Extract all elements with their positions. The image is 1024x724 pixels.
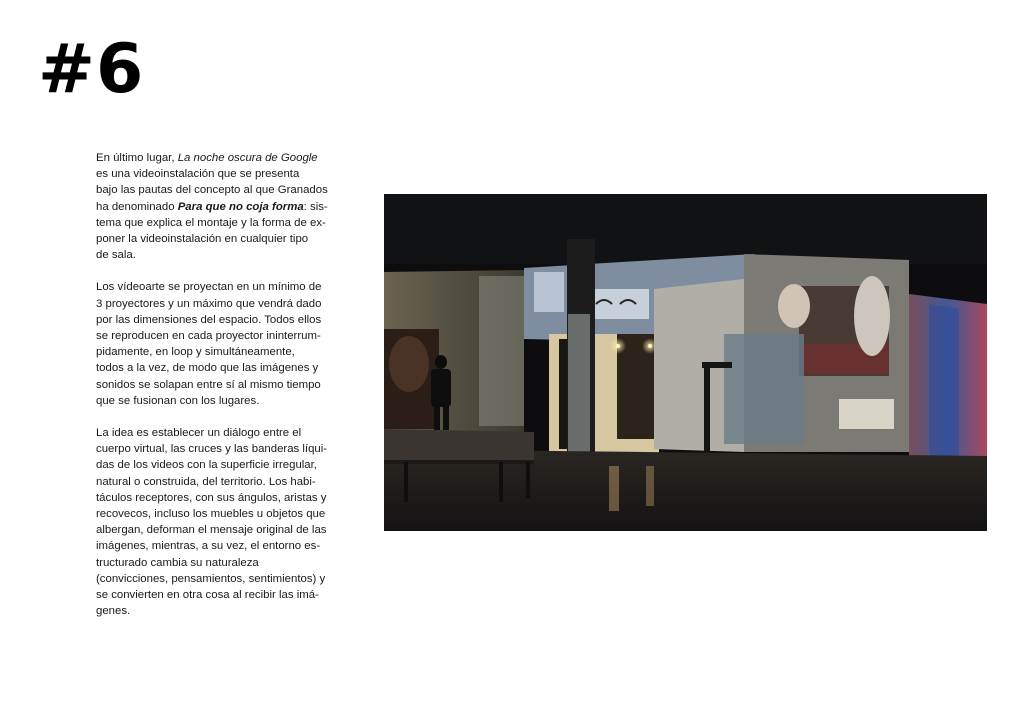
text-line: pidamente, en loop y simultáneamente,: [96, 346, 295, 359]
text-line: Los vídeoarte se proyectan en un mínimo de: [96, 281, 322, 294]
lamp: [648, 344, 652, 348]
paragraph-1: [96, 150, 346, 263]
floor-reflection: [609, 466, 619, 511]
ceiling-beam: [384, 194, 987, 264]
text-line: 3 proyectores y un máximo que vendrá dado: [96, 297, 322, 310]
visitor-leg: [434, 406, 440, 430]
text-line: imágenes, mientras, a su vez, el entorno es-: [96, 540, 321, 553]
visitor-leg: [443, 406, 449, 430]
text-span: ha denominado: [96, 200, 178, 213]
text-span: En último lugar,: [96, 152, 178, 164]
projected-sign: [534, 272, 564, 312]
text-line: [96, 199, 346, 215]
work-title: La noche oscura de Google: [177, 152, 318, 164]
chair-leg: [704, 364, 710, 454]
text-line: de sala.: [96, 249, 136, 262]
projected-light-strip: [479, 276, 524, 426]
text-line: albergan, deforman el mensaje original de las: [96, 524, 327, 537]
projected-face-shape: [389, 336, 429, 392]
concept-title: Para que no coja forma: [177, 200, 304, 213]
text-span: : sis-: [303, 200, 328, 213]
body-text: [96, 150, 346, 635]
visitor-head: [435, 355, 447, 369]
installation-photo: [384, 194, 987, 531]
text-line: sonidos se solapan entre sí al mismo tiempo: [96, 378, 321, 391]
projected-cup: [839, 399, 894, 429]
text-line: táculos receptores, con sus ángulos, aristas y: [96, 491, 327, 504]
text-line: cuerpo virtual, las cruces y las banderas líqui-: [96, 443, 328, 456]
text-line: genes.: [96, 605, 131, 618]
text-line: tructurado cambia su naturaleza: [96, 556, 259, 569]
projected-eyes-band: [589, 289, 649, 319]
projected-statue: [854, 276, 890, 356]
projected-man-head: [778, 284, 810, 328]
text-line: que se fusionan con los lugares.: [96, 394, 260, 407]
text-line: poner la videoinstalación en cualquier tipo: [96, 233, 309, 246]
text-line: por las dimensiones del espacio. Todos ellos: [96, 313, 322, 326]
paragraph-2: [96, 279, 346, 409]
chair-back: [702, 362, 732, 368]
text-line: (convicciones, pensamientos, sentimientos) y: [96, 572, 326, 585]
installation-scene: [384, 194, 987, 531]
text-line: es una videoinstalación que se presenta: [96, 168, 300, 181]
lamp: [616, 344, 620, 348]
text-line: bajo las pautas del concepto al que Granados: [96, 184, 328, 197]
text-line: se reproducen en cada proyector ininterrum-: [96, 330, 321, 343]
text-line: La idea es establecer un diálogo entre el: [96, 427, 302, 440]
text-line: [96, 150, 346, 166]
projected-man-shirt: [724, 334, 804, 444]
column-projection: [568, 314, 590, 454]
table-leg: [499, 462, 503, 502]
visitor-body: [431, 369, 451, 407]
table-leg: [526, 462, 530, 498]
text-line: recovecos, incluso los muebles u objetos que: [96, 508, 326, 521]
text-line: das de los videos con la superficie irregular,: [96, 459, 317, 472]
text-line: se convierten en otra cosa al recibir las imá-: [96, 589, 319, 602]
text-line: todos a la vez, de modo que las imágenes y: [96, 362, 319, 375]
table-leg: [404, 462, 408, 502]
paragraph-3: [96, 425, 346, 619]
page-number: #6: [38, 30, 145, 109]
floor-reflection: [646, 466, 654, 506]
text-line: tema que explica el montaje y la forma de ex-: [96, 216, 326, 229]
text-line: natural o construida, del territorio. Los habi-: [96, 475, 316, 488]
display-table: [384, 429, 534, 462]
